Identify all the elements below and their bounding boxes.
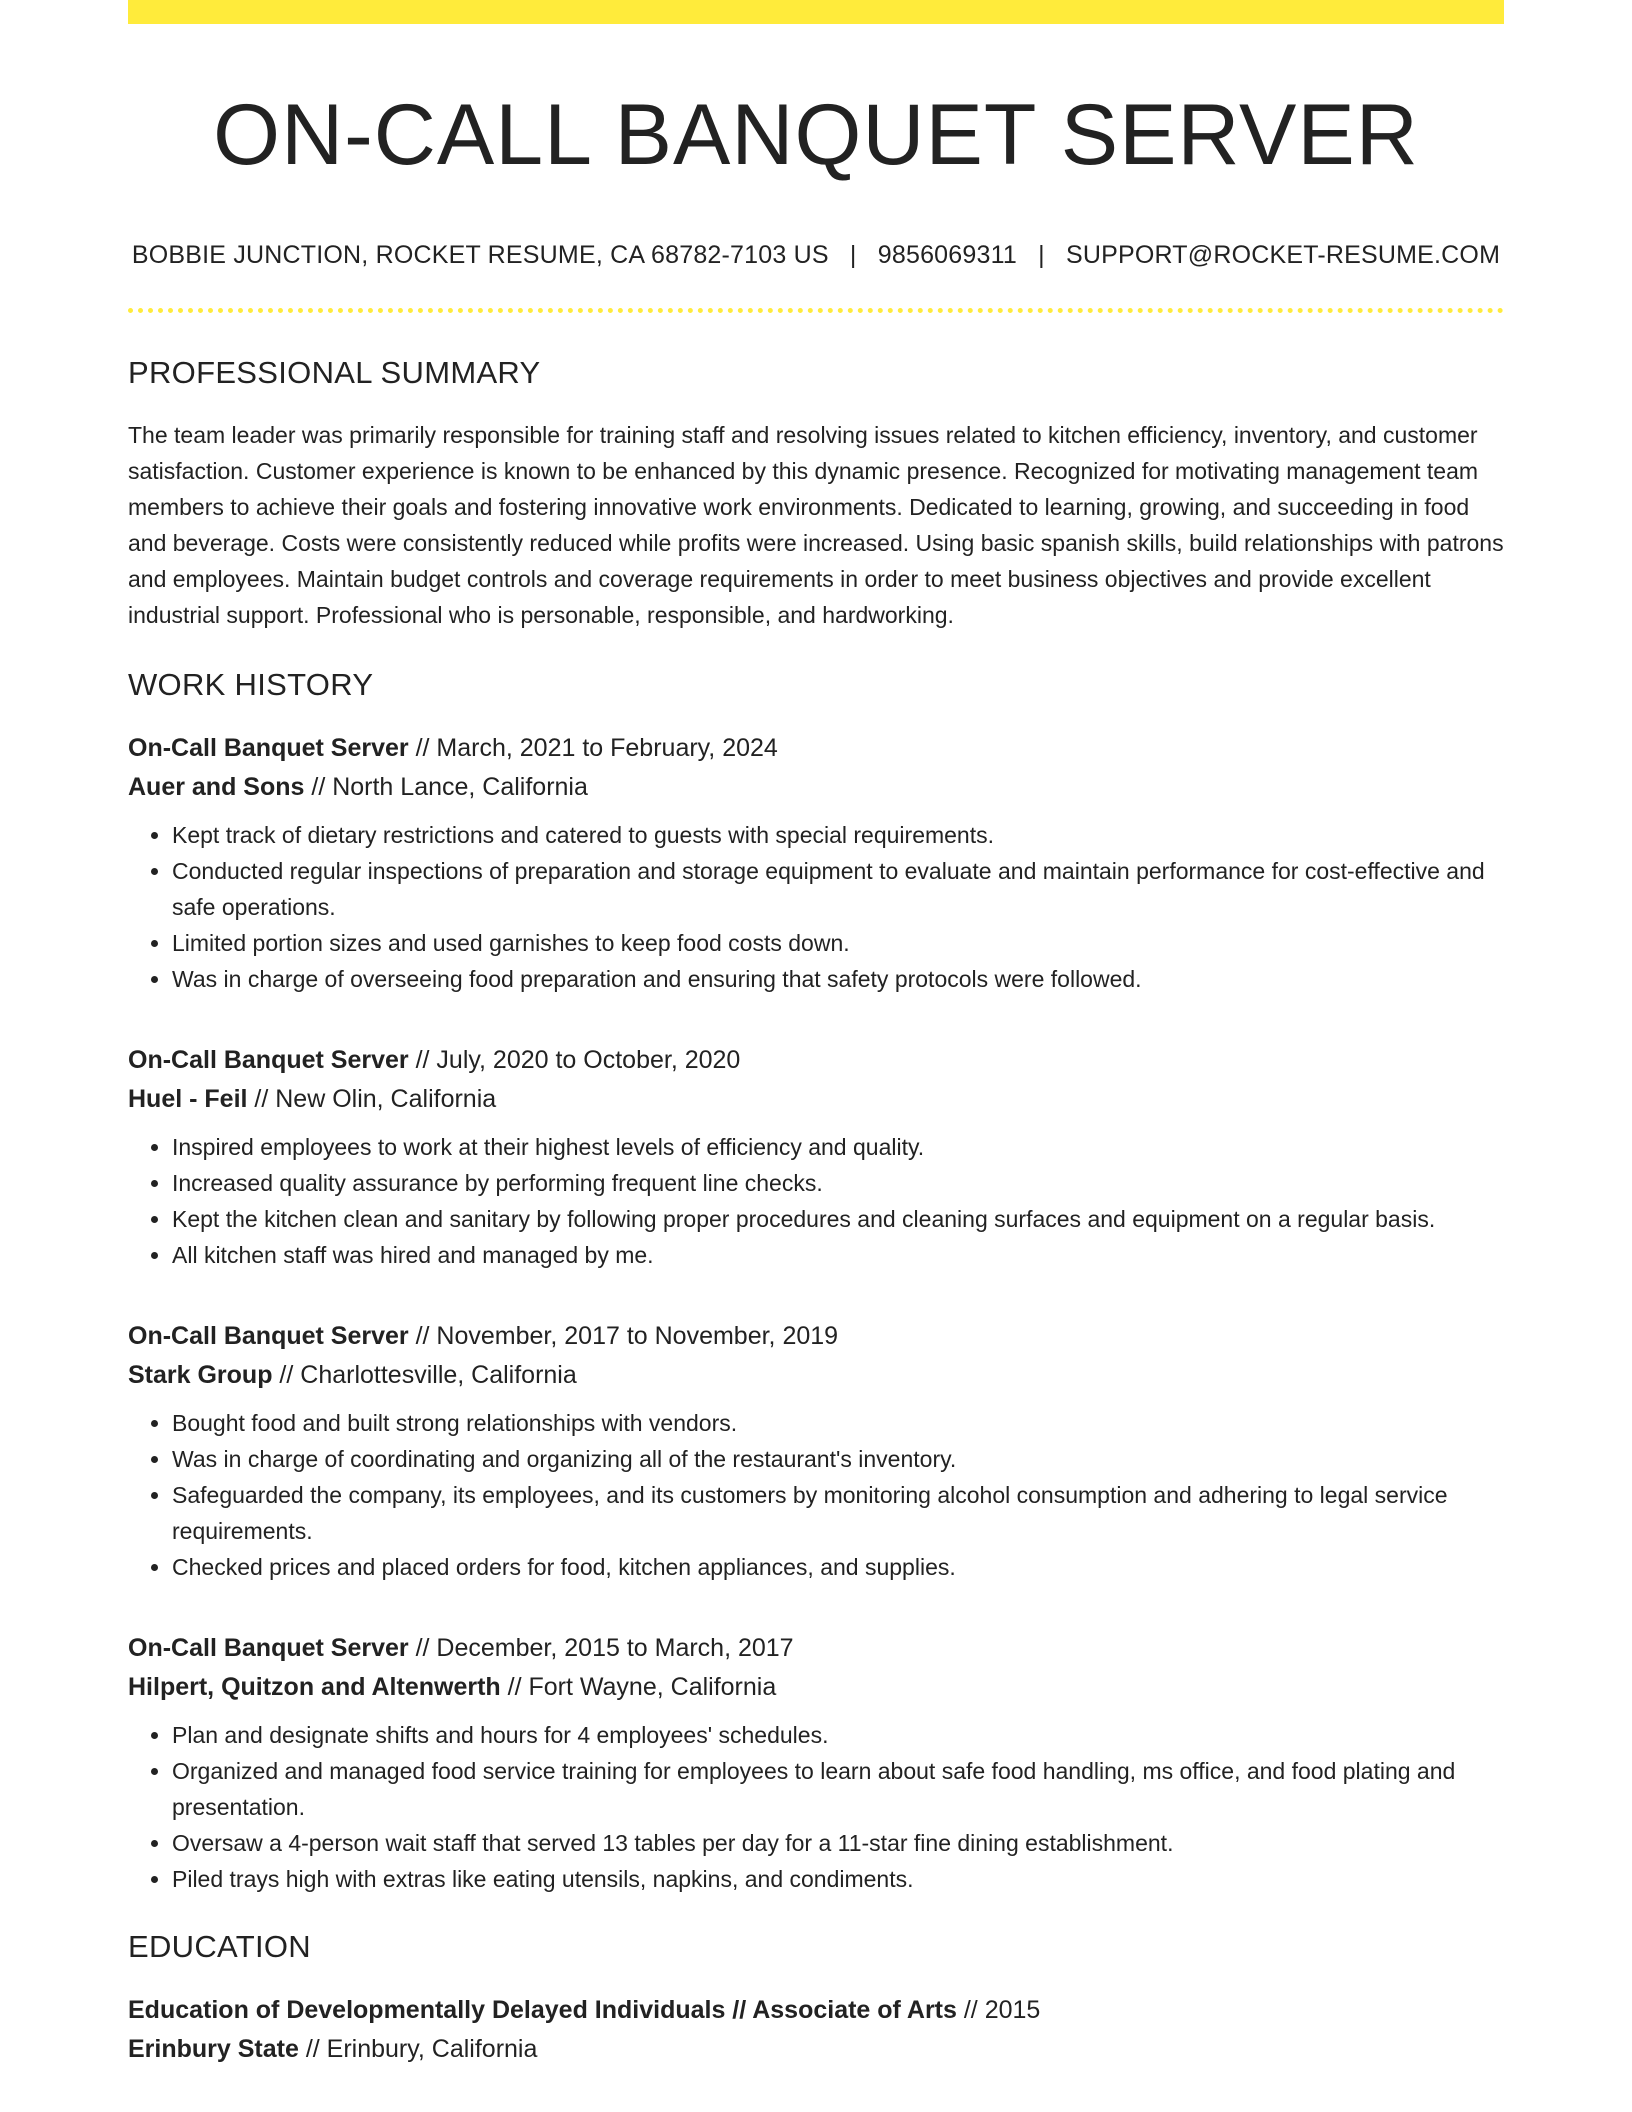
job-company-line: [128, 1668, 1504, 1707]
summary-heading: PROFESSIONAL SUMMARY: [128, 354, 541, 390]
job-title-line: [128, 1317, 1504, 1356]
job-bullet: • Increased quality assurance by performing frequent line checks.: [172, 1165, 1504, 1201]
job-location: // New Olin, California: [247, 1084, 497, 1113]
job-bullet: • Piled trays high with extras like eating utensils, napkins, and condiments.: [172, 1861, 1504, 1897]
resume-page: [128, 0, 1504, 2069]
education-entry: [128, 1991, 1504, 2069]
contact-separator: |: [849, 240, 857, 269]
job-bullet: • Kept track of dietary restrictions and catered to guests with special requirements.: [172, 817, 1504, 853]
job-title: On-Call Banquet Server: [128, 1045, 409, 1074]
job-bullet: • Plan and designate shifts and hours for 4 employees' schedules.: [172, 1717, 1504, 1753]
job-bullets: [128, 1405, 1504, 1585]
job-dates: // December, 2015 to March, 2017: [408, 1633, 794, 1662]
work-history-heading: WORK HISTORY: [128, 666, 374, 702]
job-bullet: • Organized and managed food service training for employees to learn about safe food handling, ms office, and food plating and presentation.: [172, 1753, 1504, 1825]
job-bullet: • Bought food and built strong relationships with vendors.: [172, 1405, 1504, 1441]
job-company-line: [128, 1080, 1504, 1119]
resume-title: ON-CALL BANQUET SERVER: [213, 87, 1419, 183]
job-title-line: [128, 1629, 1504, 1668]
dotted-divider: [128, 308, 1504, 313]
job-entry: [128, 1629, 1504, 1897]
job-title-line: [128, 1041, 1504, 1080]
job-company: Stark Group: [128, 1360, 273, 1389]
job-dates: // November, 2017 to November, 2019: [408, 1321, 839, 1350]
job-company: Auer and Sons: [128, 772, 305, 801]
job-location: // Charlottesville, California: [272, 1360, 577, 1389]
job-dates: // March, 2021 to February, 2024: [408, 733, 778, 762]
contact-email: SUPPORT@ROCKET-RESUME.COM: [1065, 240, 1501, 269]
job-bullet: • Oversaw a 4-person wait staff that served 13 tables per day for a 11-star fine dining establishment.: [172, 1825, 1504, 1861]
contact-phone: 9856069311: [877, 240, 1017, 269]
job-bullets: [128, 817, 1504, 997]
education-degree: Education of Developmentally Delayed Individuals // Associate of Arts: [128, 1995, 957, 2024]
education-location: // Erinbury, California: [298, 2034, 538, 2063]
education-heading: EDUCATION: [128, 1928, 311, 1964]
job-bullet: • Was in charge of overseeing food preparation and ensuring that safety protocols were followed.: [172, 961, 1504, 997]
job-bullet: • Kept the kitchen clean and sanitary by following proper procedures and cleaning surfaces and equipment on a regular basis.: [172, 1201, 1504, 1237]
summary-text: The team leader was primarily responsible for training staff and resolving issues related to kitchen efficiency, inventory, and customer satisfaction. Customer experience is known to be enhanced by this dynamic presence. Recognized for motivating management team members to achieve their goals and fostering innovative work environments. Dedicated to learning, growing, and succeeding in food and beverage. Costs were consistently reduced while profits were increased. Using basic spanish skills, build relationships with patrons and employees. Maintain budget controls and coverage requirements in order to meet business objectives and provide excellent industrial support. Professional who is personable, responsible, and hardworking.: [128, 421, 1504, 628]
contact-address: BOBBIE JUNCTION, ROCKET RESUME, CA 68782-7103 US: [131, 240, 829, 269]
job-bullet: • Limited portion sizes and used garnishes to keep food costs down.: [172, 925, 1504, 961]
job-company: Huel - Feil: [128, 1084, 248, 1113]
education-school-line: [128, 2030, 1504, 2069]
job-dates: // July, 2020 to October, 2020: [408, 1045, 741, 1074]
education-degree-line: [128, 1991, 1504, 2030]
job-company-line: [128, 768, 1504, 807]
contact-separator: |: [1038, 240, 1045, 269]
job-title: On-Call Banquet Server: [128, 733, 409, 762]
education-year: // 2015: [956, 1995, 1041, 2024]
accent-top-bar: [128, 0, 1504, 24]
job-bullet: • Was in charge of coordinating and organizing all of the restaurant's inventory.: [172, 1441, 1504, 1477]
job-bullet: • Checked prices and placed orders for food, kitchen appliances, and supplies.: [172, 1549, 1504, 1585]
job-location: // Fort Wayne, California: [500, 1672, 777, 1701]
job-title-line: [128, 729, 1504, 768]
job-bullets: [128, 1129, 1504, 1273]
contact-line: [128, 241, 1504, 270]
job-entry: [128, 1317, 1504, 1585]
job-bullets: [128, 1717, 1504, 1897]
job-company-line: [128, 1356, 1504, 1395]
job-bullet: • All kitchen staff was hired and managed by me.: [172, 1237, 1504, 1273]
job-bullet: • Inspired employees to work at their highest levels of efficiency and quality.: [172, 1129, 1504, 1165]
job-location: // North Lance, California: [304, 772, 588, 801]
job-title: On-Call Banquet Server: [128, 1321, 409, 1350]
job-company: Hilpert, Quitzon and Altenwerth: [128, 1672, 501, 1701]
job-entry: [128, 1041, 1504, 1273]
education-school: Erinbury State: [128, 2034, 299, 2063]
job-title: On-Call Banquet Server: [128, 1633, 409, 1662]
job-bullet: • Conducted regular inspections of preparation and storage equipment to evaluate and maintain performance for cost-effective and safe operations.: [172, 853, 1504, 925]
job-bullet: • Safeguarded the company, its employees, and its customers by monitoring alcohol consumption and adhering to legal service requirements.: [172, 1477, 1504, 1549]
job-entry: [128, 729, 1504, 997]
